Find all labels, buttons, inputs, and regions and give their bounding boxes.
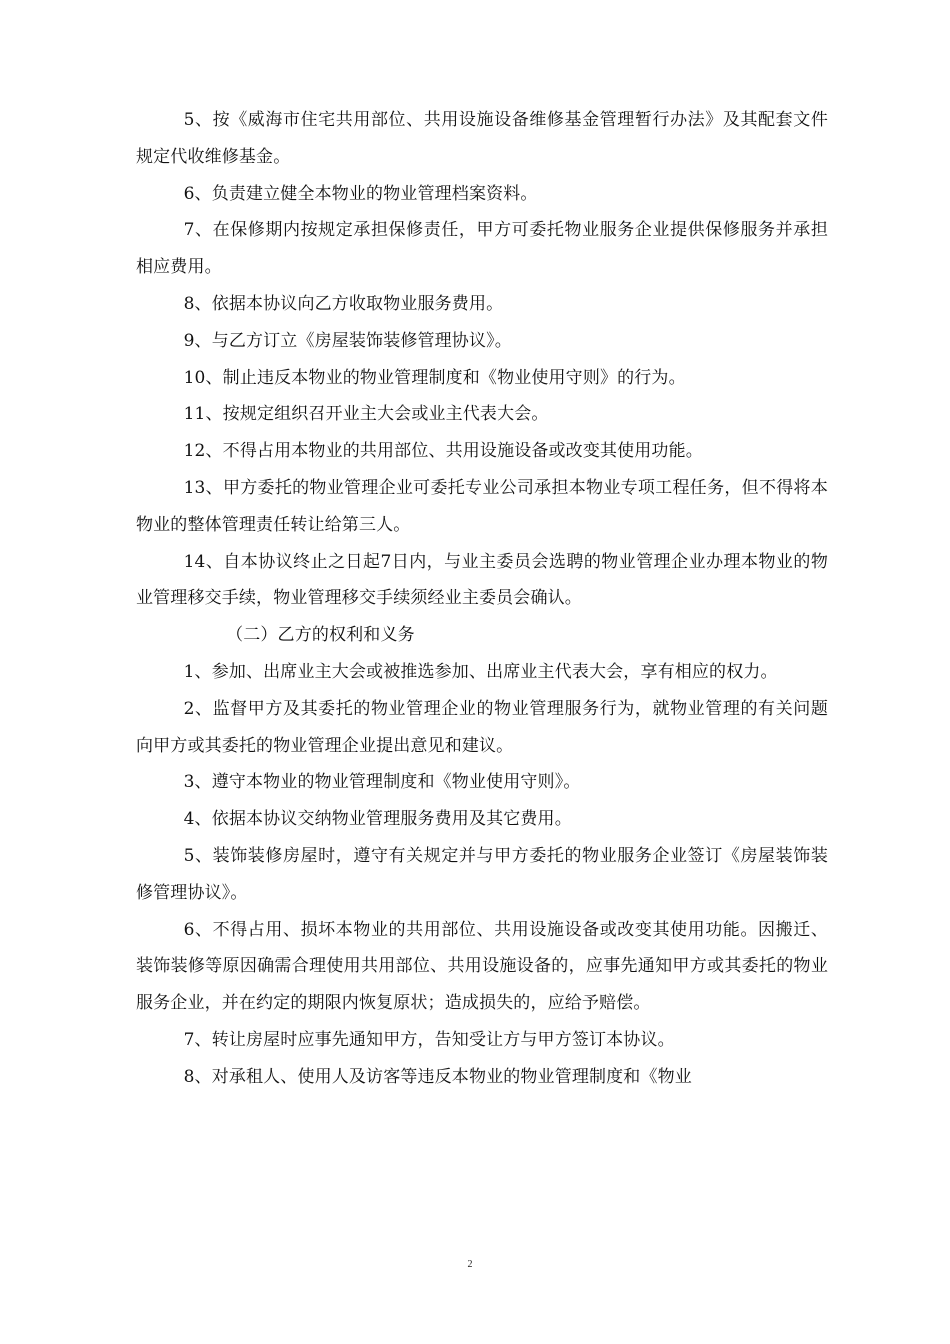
- clause-paragraph: 14、自本协议终止之日起7日内，与业主委员会选聘的物业管理企业办理本物业的物业管理移交手续，物业管理移交手续须经业主委员会确认。: [136, 551, 828, 609]
- clause-paragraph: 1、参加、出席业主大会或被推选参加、出席业主代表大会，享有相应的权力。: [183, 661, 778, 682]
- clause-paragraph: 2、监督甲方及其委托的物业管理企业的物业管理服务行为，就物业管理的有关问题向甲方或其委托的物业管理企业提出意见和建议。: [136, 698, 828, 756]
- clause-paragraph: 10、制止违反本物业的物业管理制度和《物业使用守则》的行为。: [183, 367, 686, 388]
- clause-paragraph: 5、按《威海市住宅共用部位、共用设施设备维修基金管理暂行办法》及其配套文件规定代收维修基金。: [136, 110, 828, 167]
- clause-paragraph: 7、转让房屋时应事先通知甲方，告知受让方与甲方签订本协议。: [183, 1029, 675, 1050]
- clause-paragraph: 6、不得占用、损坏本物业的共用部位、共用设施设备或改变其使用功能。因搬迁、装饰装修等原因确需合理使用共用部位、共用设施设备的，应事先通知甲方或其委托的物业服务企业，并在约定的期限内恢复原状；造成损失的，应给予赔偿。: [136, 919, 828, 1014]
- clause-paragraph: 9、与乙方订立《房屋装饰装修管理协议》。: [183, 330, 512, 351]
- clause-paragraph: 7、在保修期内按规定承担保修责任，甲方可委托物业服务企业提供保修服务并承担相应费用。: [136, 220, 828, 278]
- clause-paragraph: 11、按规定组织召开业主大会或业主代表大会。: [183, 404, 549, 425]
- clause-paragraph: 12、不得占用本物业的共用部位、共用设施设备或改变其使用功能。: [183, 441, 703, 462]
- clause-paragraph: 3、遵守本物业的物业管理制度和《物业使用守则》。: [183, 772, 581, 793]
- clause-paragraph: 5、装饰装修房屋时，遵守有关规定并与甲方委托的物业服务企业签订《房屋装饰装修管理协议》。: [136, 845, 828, 903]
- clause-paragraph: 13、甲方委托的物业管理企业可委托专业公司承担本物业专项工程任务，但不得将本物业的整体管理责任转让给第三人。: [136, 477, 828, 535]
- clause-paragraph: 4、依据本协议交纳物业管理服务费用及其它费用。: [183, 809, 572, 830]
- clause-paragraph: 8、依据本协议向乙方收取物业服务费用。: [183, 293, 504, 314]
- section-heading: （二）乙方的权利和义务: [226, 625, 415, 646]
- page-number: 2: [467, 1259, 473, 1270]
- clause-paragraph: 8、对承租人、使用人及访客等违反本物业的物业管理制度和《物业: [183, 1066, 692, 1087]
- clause-paragraph: 6、负责建立健全本物业的物业管理档案资料。: [183, 183, 538, 204]
- document-body: [136, 102, 828, 1096]
